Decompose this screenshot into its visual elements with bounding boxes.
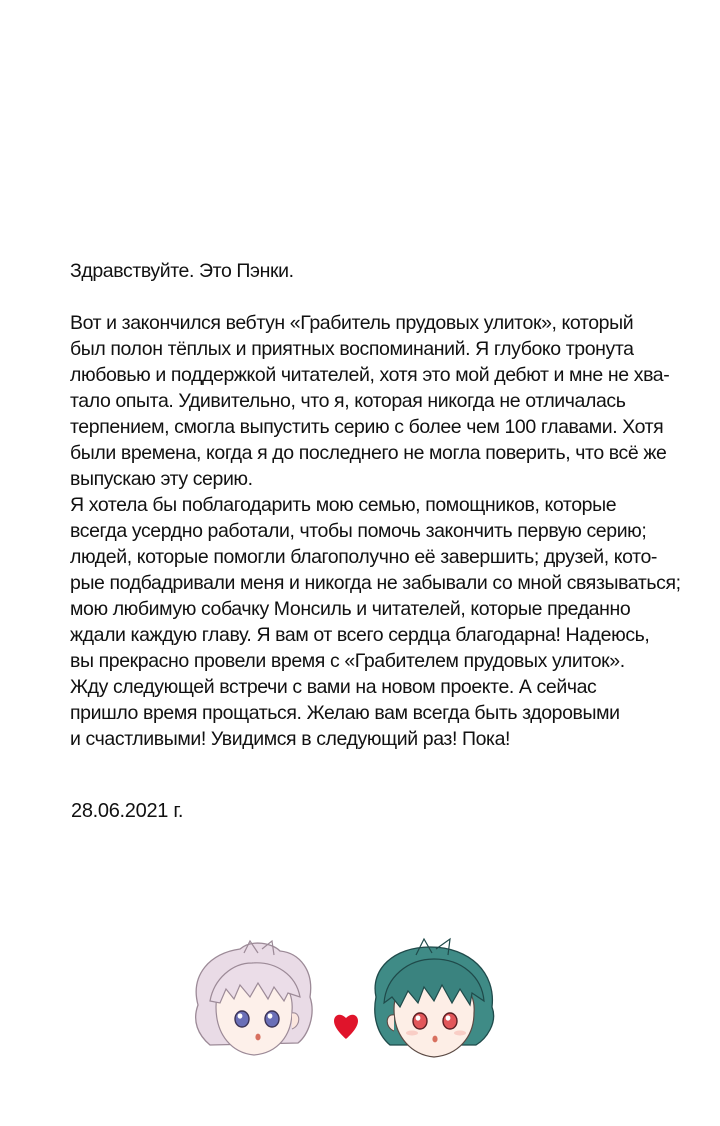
letter-line: Вот и закончился вебтун «Грабитель прудовых улиток», который	[70, 312, 634, 334]
letter-line: вы прекрасно провели время с «Грабителем прудовых улиток».	[70, 650, 625, 672]
letter-line: любовью и поддержкой читателей, хотя это мой дебют и мне не хва-	[70, 364, 670, 386]
letter-line: людей, которые помогли благополучно её завершить; друзей, кото-	[70, 546, 657, 568]
author-letter	[70, 258, 690, 752]
letter-line: Жду следующей встречи с вами на новом проекте. А сейчас	[70, 676, 597, 698]
letter-line: Я хотела бы поблагодарить мою семью, помощников, которые	[70, 494, 617, 516]
letter-line: выпускаю эту серию.	[70, 468, 253, 490]
heart-icon	[334, 1015, 358, 1039]
letter-line: пришло время прощаться. Желаю вам всегда быть здоровыми	[70, 702, 620, 724]
letter-date: 28.06.2021 г.	[71, 800, 184, 822]
letter-line: ждали каждую главу. Я вам от всего сердца благодарна! Надеюсь,	[70, 624, 650, 646]
letter-line: были времена, когда я до последнего не могла поверить, что всё же	[70, 442, 667, 464]
pink-haired-boy-face-icon	[196, 941, 312, 1055]
letter-line: тало опыта. Удивительно, что я, которая никогда не отличалась	[70, 390, 626, 412]
letter-body	[70, 310, 690, 752]
letter-line: и счастливыми! Увидимся в следующий раз! Пока!	[70, 728, 511, 750]
greeting-text: Здравствуйте. Это Пэнки.	[70, 260, 294, 282]
letter-line: терпением, смогла выпустить серию с более чем 100 главами. Хотя	[70, 416, 664, 438]
chibi-illustration	[180, 935, 520, 1085]
letter-line: был полон тёплых и приятных воспоминаний. Я глубоко тронута	[70, 338, 634, 360]
teal-haired-boy-face-icon	[375, 939, 494, 1057]
letter-line: мою любимую собачку Монсиль и читателей, которые преданно	[70, 598, 631, 620]
letter-line: всегда усердно работали, чтобы помочь закончить первую серию;	[70, 520, 647, 542]
letter-line: рые подбадривали меня и никогда не забывали со мной связываться;	[70, 572, 681, 594]
